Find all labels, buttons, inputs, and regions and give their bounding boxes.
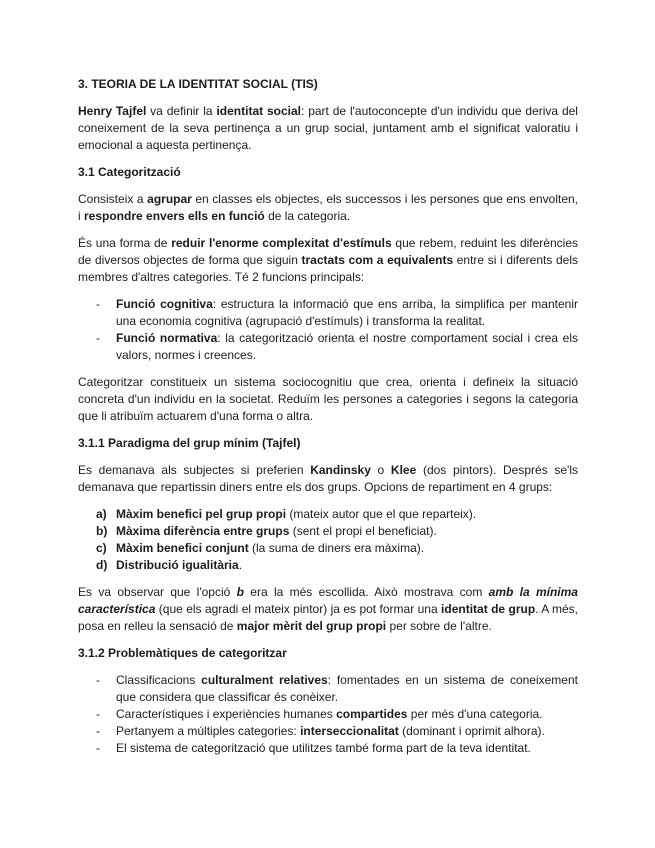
bullet-dash: - <box>96 297 100 311</box>
text-run: : fomentades en un sistema de coneixement que considera que classificar és conèixer. <box>116 673 578 704</box>
text-run: . <box>238 558 243 572</box>
list-item <box>78 557 578 574</box>
key-term: major mèrit del grup propi <box>236 619 387 633</box>
key-term: Màxim benefici pel grup propi <box>116 507 287 521</box>
key-term: compartides <box>336 707 408 721</box>
text-run: o <box>370 463 391 477</box>
functions-list <box>78 296 578 364</box>
bullet-dash: - <box>96 741 100 755</box>
document-body <box>78 76 578 767</box>
key-term: Màxima diferència entre grups <box>116 524 290 538</box>
text-run: Es va observar que l'opció <box>78 585 237 599</box>
text-run: (dominant i oprimit alhora). <box>398 724 545 738</box>
paragraph-complexitat <box>78 235 578 286</box>
problems-list <box>78 672 578 757</box>
key-term: interseccionalitat <box>300 724 399 738</box>
text-run: Consisteix a <box>78 192 148 206</box>
text-run: : part de l'autoconcepte d'un individu que deriva del coneixement de la seva pertinença a un grup social, juntament amb el significat valoratiu i emocional a aquesta pertinença. <box>78 104 578 152</box>
paragraph-opcio-b <box>78 584 578 635</box>
list-letter: d) <box>96 558 108 572</box>
text-run: (dos pintors). Després se'ls demanava que repartissin diners entre els dos grups. Opcions de repartiment en 4 grups: <box>78 463 579 494</box>
key-term: Distribució igualitària <box>116 558 239 572</box>
text-run: (mateix autor que el que reparteix). <box>286 507 477 521</box>
key-term: Funció cognitiva <box>116 297 213 311</box>
subsection-heading-3-1-1: 3.1.1 Paradigma del grup mínim (Tajfel) <box>78 436 301 450</box>
bullet-dash: - <box>96 707 100 721</box>
list-item <box>78 740 578 757</box>
text-run: Pertanyem a múltiples categories: <box>116 724 301 738</box>
text-run: per més d'una categoria. <box>407 707 543 721</box>
list-item <box>78 296 578 330</box>
text-run: Es demanava als subjectes si preferien <box>78 463 311 477</box>
text-run: per sobre de l'altre. <box>386 619 492 633</box>
text-run: de la categoria. <box>264 209 351 223</box>
list-item <box>78 706 578 723</box>
text-run: (sent el propi el beneficiat). <box>289 524 437 538</box>
key-term: Màxim benefici conjunt <box>116 541 249 555</box>
key-term: identitat social <box>216 104 302 118</box>
subsection-heading-3-1-2: 3.1.2 Problemàtiques de categoritzar <box>78 646 287 660</box>
list-item <box>78 723 578 740</box>
paragraph-sistema-sociocognitiu: Categoritzar constitueix un sistema sociocognitiu que crea, orienta i defineix la situació concreta d'un individu en la societat. Reduïm les persones a categories i segons la categoria que li atribuïm actuarem d'una forma o altra. <box>78 375 578 423</box>
text-run: va definir la <box>146 104 217 118</box>
key-term: identitat de grup <box>441 602 536 616</box>
key-term: Kandinsky <box>310 463 371 477</box>
text-run: que rebem, reduint les diferències de diversos objectes de forma que siguin <box>78 236 578 267</box>
key-term: Funció normativa <box>116 331 218 345</box>
list-item <box>78 540 578 557</box>
text-run: entre si i diferents dels membres d'altres categories. Té 2 funcions principals: <box>78 253 578 284</box>
key-term: reduir l'enorme complexitat d'estímuls <box>171 236 392 250</box>
key-term: agrupar <box>147 192 192 206</box>
paragraph-kandinsky-klee <box>78 462 578 496</box>
key-term: amb la mínima característica <box>78 585 578 616</box>
text-run: . A més, posa en relleu la sensació de <box>78 602 578 633</box>
options-list <box>78 506 578 574</box>
section-title: 3. TEORIA DE LA IDENTITAT SOCIAL (TIS) <box>78 77 318 91</box>
list-letter: c) <box>96 541 107 555</box>
bullet-dash: - <box>96 331 100 345</box>
key-term: Klee <box>390 463 417 477</box>
text-run: en classes els objectes, els successos i les persones que ens envolten, i <box>78 192 578 223</box>
text-run: (la suma de diners era màxima). <box>248 541 425 555</box>
list-item <box>78 672 578 706</box>
list-letter: b) <box>96 524 108 538</box>
intro-paragraph <box>78 103 578 154</box>
key-term: b <box>236 585 244 599</box>
text-run: Classificacions <box>116 673 202 687</box>
bullet-dash: - <box>96 724 100 738</box>
text-run: El sistema de categorització que utilitzes també forma part de la teva identitat. <box>116 741 531 755</box>
key-term: respondre envers ells en funció <box>84 209 265 223</box>
text-run: (que els agradi el mateix pintor) ja es pot formar una <box>155 602 442 616</box>
paragraph-agrupar <box>78 191 578 225</box>
text-run: Característiques i experiències humanes <box>116 707 337 721</box>
key-term: tractats com a equivalents <box>301 253 454 267</box>
text-run: : la categorització orienta el nostre comportament social i crea els valors, normes i creences. <box>116 331 579 362</box>
text-run: era la més escollida. Això mostrava com <box>243 585 489 599</box>
key-term: culturalment relatives <box>201 673 328 687</box>
author-name: Henry Tajfel <box>78 104 147 118</box>
list-item <box>78 330 578 364</box>
list-item <box>78 506 578 523</box>
text-run: És una forma de <box>78 236 172 250</box>
text-run: : estructura la informació que ens arriba, la simplifica per mantenir una economia cognitiva (agrupació d'estímuls) i transforma la realitat. <box>116 297 578 328</box>
list-letter: a) <box>96 507 107 521</box>
list-item <box>78 523 578 540</box>
bullet-dash: - <box>96 673 100 687</box>
subsection-heading-3-1: 3.1 Categorització <box>78 165 181 179</box>
